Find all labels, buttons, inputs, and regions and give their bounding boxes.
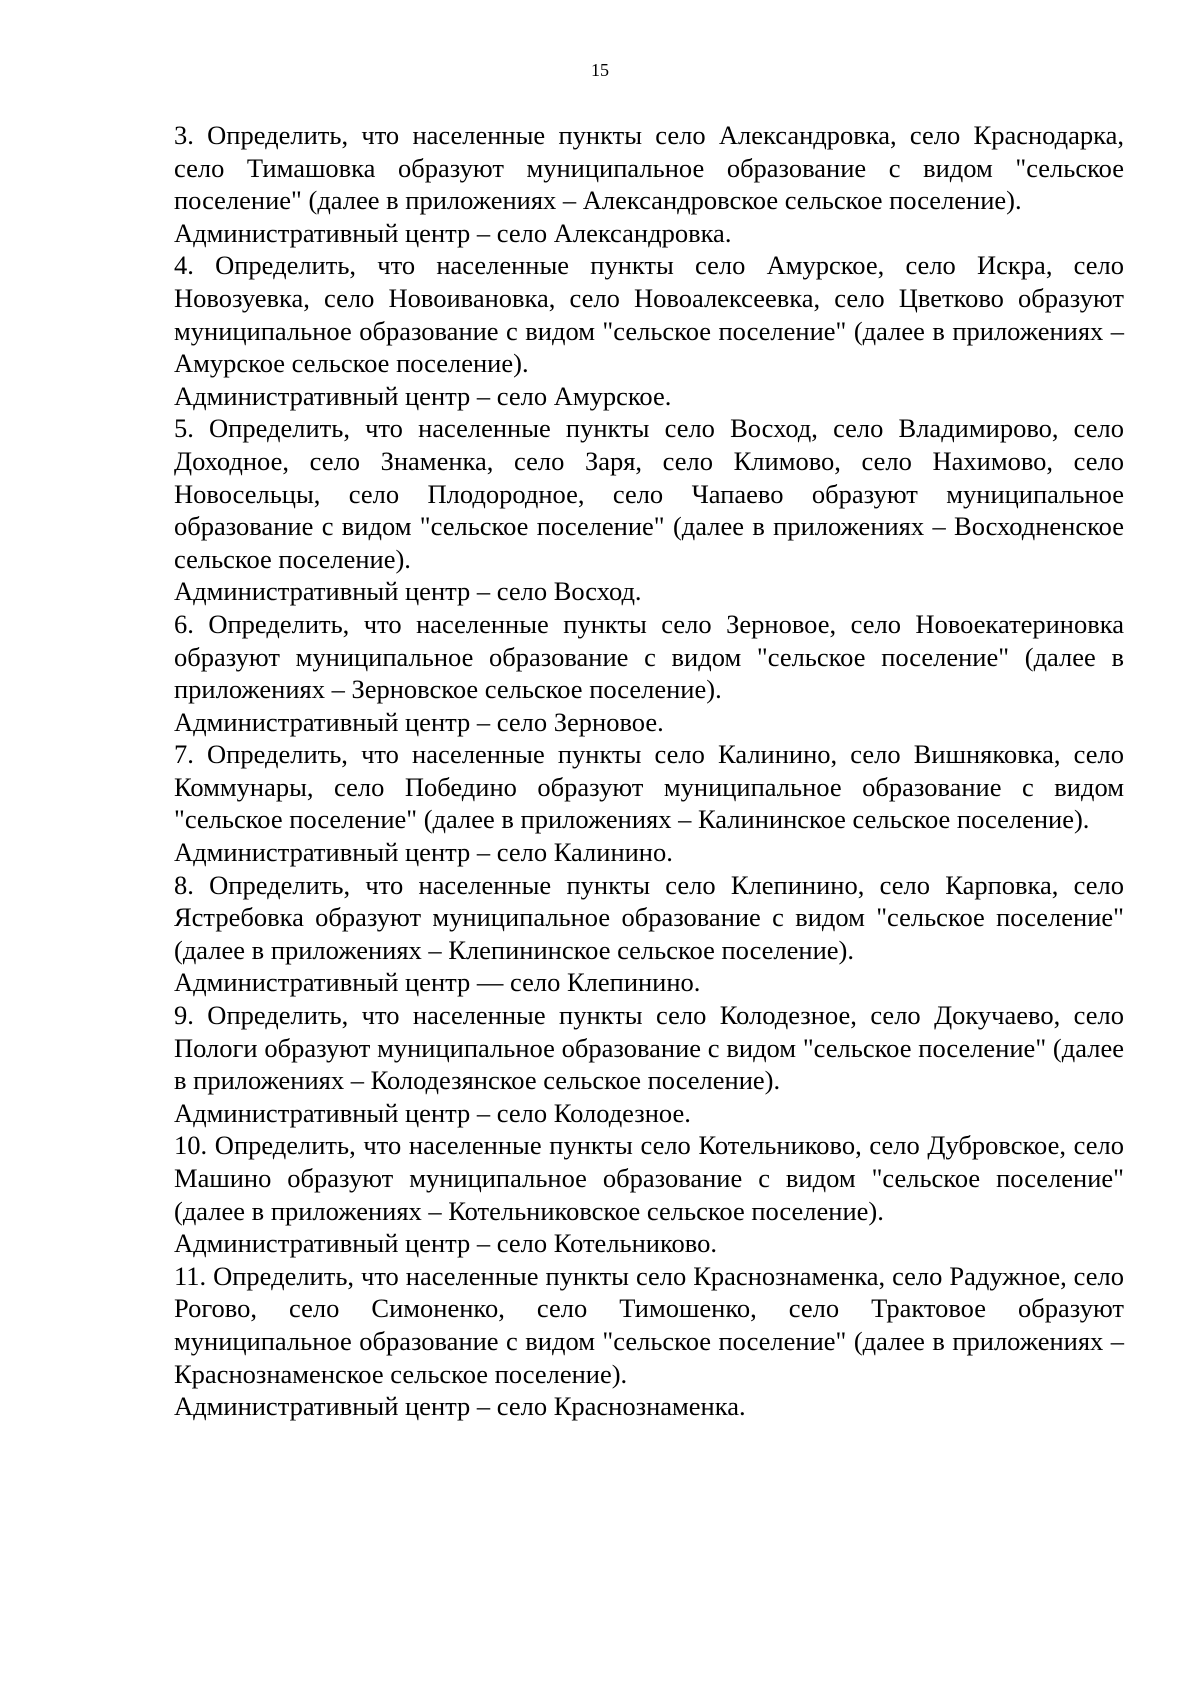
admin-center-item-5: Административный центр – село Восход.	[174, 576, 642, 607]
document-body	[174, 119, 1124, 1423]
paragraph-item-10: 10. Определить, что населенные пункты село Котельниково, село Дубровское, село Машино образуют муниципальное образование с видом "сельское поселение" (далее в приложениях – Котельниковское сельское поселение).	[174, 1130, 1124, 1226]
admin-center-item-9: Административный центр – село Колодезное.	[174, 1097, 691, 1128]
admin-center-item-6: Административный центр – село Зерновое.	[174, 706, 664, 737]
admin-center-item-11: Административный центр – село Краснознаменка.	[174, 1391, 746, 1422]
paragraph-item-4: 4. Определить, что населенные пункты село Амурское, село Искра, село Новозуевка, село Новоивановка, село Новоалексеевка, село Цветково образуют муниципальное образование с видом "сельское поселение" (далее в приложениях – Амурское сельское поселение).	[174, 250, 1124, 379]
admin-center-item-3: Административный центр – село Александровка.	[174, 217, 732, 248]
paragraph-item-3: 3. Определить, что населенные пункты село Александровка, село Краснодарка, село Тимашовка образуют муниципальное образование с видом "сельское поселение" (далее в приложениях – Александровское сельское поселение).	[174, 120, 1124, 216]
admin-center-item-4: Административный центр – село Амурское.	[174, 380, 672, 411]
admin-center-item-8: Административный центр — село Клепинино.	[174, 967, 701, 998]
paragraph-item-8: 8. Определить, что населенные пункты село Клепинино, село Карповка, село Ястребовка образуют муниципальное образование с видом "сельское поселение" (далее в приложениях – Клепининское сельское поселение).	[174, 869, 1124, 965]
admin-center-item-10: Административный центр – село Котельниково.	[174, 1228, 717, 1259]
admin-center-item-7: Административный центр – село Калинино.	[174, 837, 673, 868]
paragraph-item-6: 6. Определить, что населенные пункты село Зерновое, село Новоекатериновка образуют муниципальное образование с видом "сельское поселение" (далее в приложениях – Зерновское сельское поселение).	[174, 608, 1124, 705]
page-number: 15	[591, 60, 609, 80]
paragraph-item-9: 9. Определить, что населенные пункты село Колодезное, село Докучаево, село Пологи образуют муниципальное образование с видом "сельское поселение" (далее в приложениях – Колодезянское сельское поселение).	[174, 1000, 1124, 1096]
paragraph-item-5: 5. Определить, что населенные пункты село Восход, село Владимирово, село Доходное, село Знаменка, село Заря, село Климово, село Нахимово, село Новосельцы, село Плодородное, село Чапаево образуют муниципальное образование с видом "сельское поселение" (далее в приложениях – Восходненское сельское поселение).	[174, 413, 1124, 574]
paragraph-item-11: 11. Определить, что населенные пункты село Краснознаменка, село Радужное, село Рогово, село Симоненко, село Тимошенко, село Трактовое образуют муниципальное образование с видом "сельское поселение" (далее в приложениях – Краснознаменское сельское поселение).	[174, 1260, 1124, 1389]
paragraph-item-7: 7. Определить, что населенные пункты село Калинино, село Вишняковка, село Коммунары, село Победино образуют муниципальное образование с видом "сельское поселение" (далее в приложениях – Калининское сельское поселение).	[174, 739, 1124, 835]
